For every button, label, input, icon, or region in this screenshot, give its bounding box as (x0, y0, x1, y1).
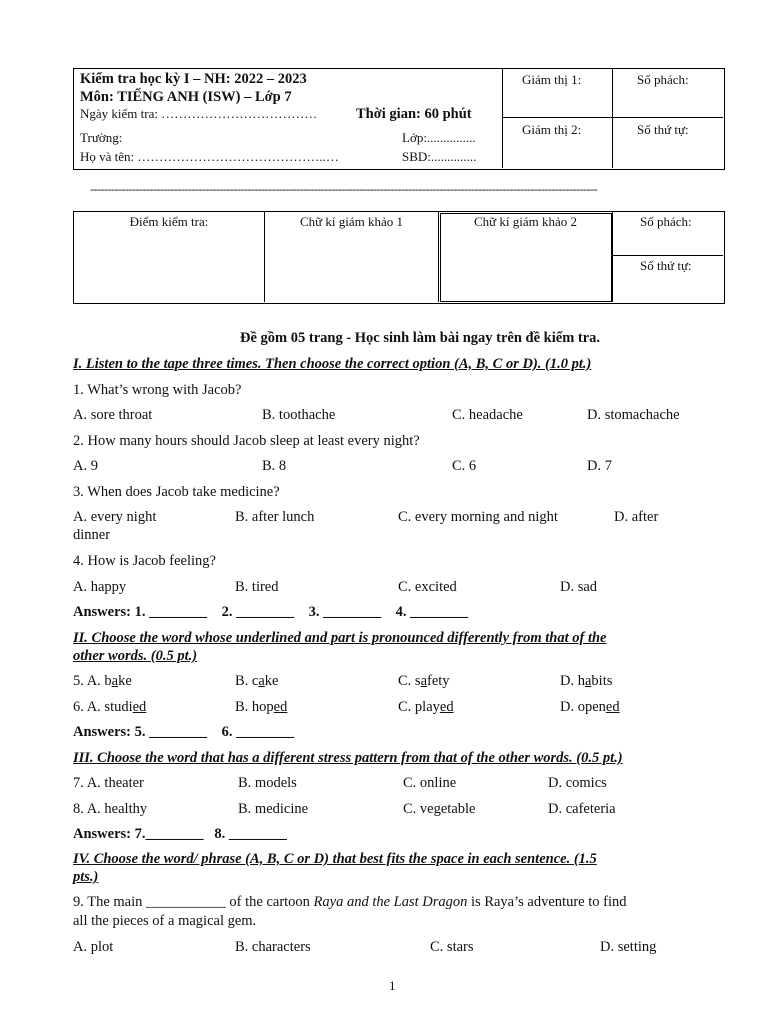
q4-option-c: C. excited (398, 579, 457, 595)
answers-line-1: Answers: 1. ________ 2. ________ 3. ________ 4. ________ (73, 604, 469, 620)
q9-text-line2: all the pieces of a magical gem. (73, 913, 257, 929)
header-divider-v1 (502, 68, 503, 168)
q1-text: 1. What’s wrong with Jacob? (73, 382, 242, 398)
name-label: Họ và tên: ……………………………………..… (80, 149, 339, 164)
subject-line: Môn: TIẾNG ANH (ISW) – Lớp 7 (80, 89, 292, 105)
section-1-heading: I. Listen to the tape three times. Then choose the correct option (A, B, C or D). (1.0 pt.) (73, 356, 592, 372)
date-label: Ngày kiểm tra: ……………………………… (80, 106, 318, 121)
sbd-label: SBD:.............. (402, 149, 477, 164)
page-number: 1 (389, 978, 396, 993)
so-thu-tu-label: Số thứ tự: (637, 122, 689, 137)
q4-text: 4. How is Jacob feeling? (73, 553, 216, 569)
score-divider-h (612, 255, 723, 256)
q3-option-a: A. every night (73, 509, 157, 525)
q3-option-d: D. after (614, 509, 659, 525)
section-3-heading: III. Choose the word that has a different stress pattern from that of the other words. (0.5 pt.) (73, 750, 623, 766)
q9-option-d: D. setting (600, 939, 657, 955)
q2-option-a: A. 9 (73, 458, 98, 474)
q4-option-d: D. sad (560, 579, 598, 595)
q2-option-c: C. 6 (452, 458, 477, 474)
exam-title: Kiểm tra học kỳ I – NH: 2022 – 2023 (80, 71, 307, 87)
q6-option-b: B. hoped (235, 699, 288, 715)
header-divider-v2 (612, 68, 613, 168)
q3-option-c: C. every morning and night (398, 509, 558, 525)
q7-option-a: 7. A. theater (73, 775, 144, 791)
q4-option-b: B. tired (235, 579, 279, 595)
q7-option-b: B. models (238, 775, 297, 791)
school-label: Trường: (80, 130, 123, 145)
q6-option-a: 6. A. studied (73, 699, 147, 715)
q8-option-c: C. vegetable (403, 801, 476, 817)
q1-option-d: D. stomachache (587, 407, 680, 423)
q2-text: 2. How many hours should Jacob sleep at least every night? (73, 433, 420, 449)
q9-text: 9. The main ___________ of the cartoon Raya and the Last Dragon is Raya’s adventure to find (73, 894, 627, 910)
q1-option-c: C. headache (452, 407, 523, 423)
q1-option-b: B. toothache (262, 407, 336, 423)
score-label: Điểm kiểm tra: (129, 214, 209, 229)
q5-option-d: D. habits (560, 673, 613, 689)
q5-option-b: B. cake (235, 673, 279, 689)
class-label: Lớp:............... (402, 130, 476, 145)
q2-option-b: B. 8 (262, 458, 287, 474)
q2-option-d: D. 7 (587, 458, 612, 474)
section-4-heading-line1: IV. Choose the word/ phrase (A, B, C or D) that best fits the space in each sentence. (1.5 (73, 851, 597, 867)
q6-option-c: C. played (398, 699, 454, 715)
proctor1-label: Giám thị 1: (522, 72, 582, 87)
q3-option-b: B. after lunch (235, 509, 315, 525)
q8-option-d: D. cafeteria (548, 801, 616, 817)
header-divider-h (502, 117, 723, 118)
time-label: Thời gian: 60 phút (356, 106, 472, 122)
q7-option-c: C. online (403, 775, 457, 791)
q8-option-a: 8. A. healthy (73, 801, 148, 817)
examiner1-label: Chữ kí giám khảo 1 (299, 214, 404, 229)
q9-option-b: B. characters (235, 939, 311, 955)
score-so-thu-tu: Số thứ tự: (640, 258, 692, 273)
score-so-phach: Số phách: (640, 214, 692, 229)
q3-option-d-cont: dinner (73, 527, 111, 543)
q6-option-d: D. opened (560, 699, 620, 715)
answers-line-2: Answers: 5. ________ 6. ________ (73, 724, 295, 740)
q8-option-b: B. medicine (238, 801, 309, 817)
q7-option-d: D. comics (548, 775, 607, 791)
intro-text: Đề gồm 05 trang - Học sinh làm bài ngay trên đề kiểm tra. (240, 330, 601, 346)
q9-option-a: A. plot (73, 939, 114, 955)
score-divider-v3 (612, 211, 613, 302)
proctor2-label: Giám thị 2: (522, 122, 582, 137)
examiner2-label: Chữ kí giám khảo 2 (473, 214, 578, 229)
answers-line-3: Answers: 7.________ 8. ________ (73, 826, 287, 842)
section-2-heading-line2: other words. (0.5 pt.) (73, 648, 198, 664)
q5-option-a: 5. A. bake (73, 673, 132, 689)
cut-line: ------------------------------------------------------------------------------------------------------------------------------------------------- (90, 182, 597, 196)
q4-option-a: A. happy (73, 579, 127, 595)
q3-text: 3. When does Jacob take medicine? (73, 484, 280, 500)
q9-option-c: C. stars (430, 939, 474, 955)
section-2-heading-line1: II. Choose the word whose underlined and part is pronounced differently from that of the (73, 630, 607, 646)
q1-option-a: A. sore throat (73, 407, 153, 423)
section-4-heading-line2: pts.) (73, 869, 99, 885)
q5-option-c: C. safety (398, 673, 450, 689)
so-phach-label: Số phách: (637, 72, 689, 87)
